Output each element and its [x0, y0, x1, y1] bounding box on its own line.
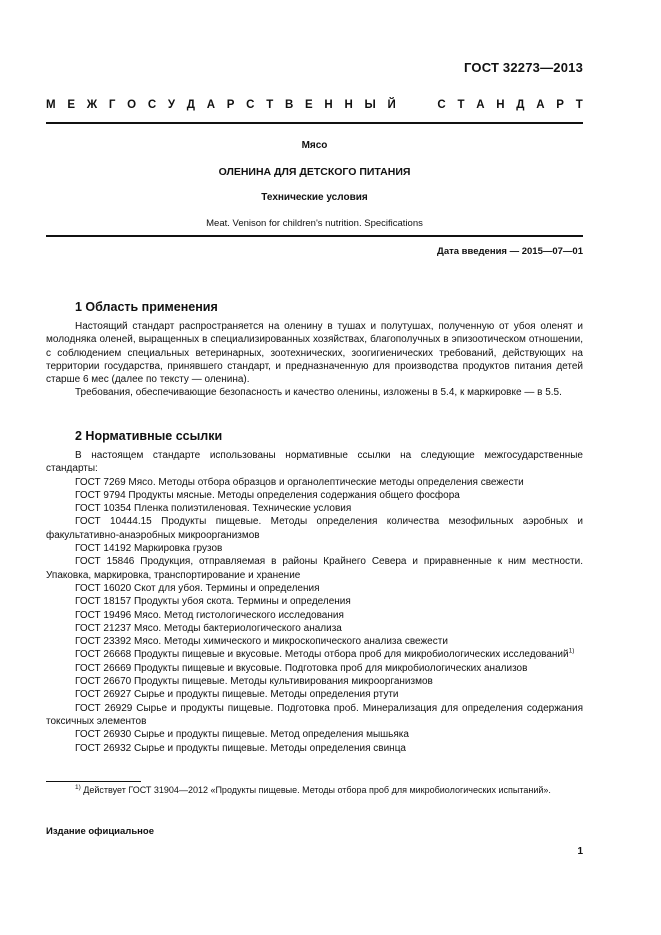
reference-item: ГОСТ 14192 Маркировка грузов	[75, 543, 223, 555]
banner-letter: Т	[575, 99, 583, 111]
banner-letter	[422, 99, 425, 111]
banner-letter: Р	[226, 99, 235, 111]
normative-references-list	[46, 476, 583, 649]
section-1-paragraph-1: Настоящий стандарт распространяется на оленину в тушах и полутушах, полученную от убоя оленят и молодняка оленей, выращенных в специализированных хозяйствах, благополучных в эпизоотическом отношении, с соблюдением специальных ветеринарных, зоотехнических, зоогигиенических требований, действующих на территории государства, принявшего стандарт, и предназначенную для производства продуктов питания детей старше 6 мес (далее по тексту — оленина).	[46, 321, 583, 386]
reference-item: ГОСТ 26927 Сырье и продукты пищевые. Методы определения ртути	[75, 689, 399, 701]
reference-item: ГОСТ 10444.15 Продукты пищевые. Методы определения количества мезофильных аэробных и факультативно-анаэробных микроорганизмов	[46, 516, 583, 541]
banner-letter: М	[46, 99, 56, 111]
banner-letter: Й	[387, 99, 396, 111]
section-2-heading: 2 Нормативные ссылки	[75, 429, 223, 443]
gost-code: ГОСТ 32273—2013	[464, 60, 583, 75]
banner-letter: Н	[496, 99, 505, 111]
reference-item: ГОСТ 10354 Пленка полиэтиленовая. Технические условия	[75, 503, 352, 515]
reference-item: ГОСТ 7269 Мясо. Методы отбора образцов и органолептические методы определения свежести	[75, 476, 524, 488]
banner-letter: Ы	[364, 99, 376, 111]
banner-letter: Р	[556, 99, 564, 111]
section-2-intro: В настоящем стандарте использованы нормативные ссылки на следующие межгосударственные стандарты:	[46, 450, 583, 475]
document-subtitle: Технические условия	[261, 192, 368, 203]
banner-letter: О	[127, 99, 137, 111]
section-1	[46, 299, 583, 400]
banner-letter: А	[206, 99, 216, 111]
reference-item: ГОСТ 16020 Скот для убоя. Термины и определения	[75, 582, 320, 594]
banner-letter	[408, 99, 411, 111]
official-edition-label: Издание официальное	[46, 826, 154, 837]
reference-item: ГОСТ 26929 Сырье и продукты пищевые. Подготовка проб. Минерализация для определения содержания токсичных элементов	[46, 702, 583, 727]
reference-item: ГОСТ 26669 Продукты пищевые и вкусовые. Подготовка проб для микробиологических анализов	[75, 662, 528, 674]
reference-item: ГОСТ 23392 Мясо. Методы химического и микроскопического анализа свежести	[75, 636, 448, 648]
introduction-date: Дата введения — 2015—07—01	[437, 246, 583, 257]
banner-letter: С	[437, 99, 446, 111]
reference-item: ГОСТ 18157 Продукты убоя скота. Термины и определения	[75, 596, 351, 608]
reference-item: ГОСТ 9794 Продукты мясные. Методы определения содержания общего фосфора	[75, 489, 460, 501]
reference-item	[46, 648, 583, 661]
english-title: Meat. Venison for children's nutrition. Specifications	[206, 218, 423, 229]
reference-item: ГОСТ 21237 Мясо. Методы бактериологического анализа	[75, 622, 342, 634]
footnote-rule	[46, 781, 141, 782]
banner-letter: С	[246, 99, 255, 111]
reference-item: ГОСТ 15846 Продукция, отправляемая в районы Крайнего Севера и приравненные к ним местности. Упаковка, маркировка, транспортирование и хранение	[46, 556, 583, 581]
top-rule	[46, 122, 583, 124]
footnote	[46, 784, 583, 797]
banner-letter: У	[167, 99, 176, 111]
bottom-rule	[46, 235, 583, 237]
banner-letter: С	[147, 99, 157, 111]
interstate-standard-banner	[46, 99, 583, 111]
section-1-paragraph-2: Требования, обеспечивающие безопасность и качество оленины, изложены в 5.4, к маркировке — в 5.5.	[75, 387, 562, 399]
page-number: 1	[577, 846, 583, 857]
reference-item: ГОСТ 19496 Мясо. Метод гистологического исследования	[75, 609, 344, 621]
section-2	[46, 428, 583, 755]
section-1-heading: 1 Область применения	[75, 300, 218, 314]
banner-letter: Н	[324, 99, 333, 111]
normative-references-list-2	[46, 662, 583, 755]
banner-letter: Д	[186, 99, 195, 111]
banner-letter: Е	[67, 99, 75, 111]
footnote-marker: 1)	[568, 648, 575, 656]
banner-letter: Т	[457, 99, 465, 111]
banner-letter: Г	[108, 99, 116, 111]
banner-letter: А	[476, 99, 485, 111]
banner-letter: Н	[344, 99, 353, 111]
category-label: Мясо	[301, 140, 328, 151]
reference-text: ГОСТ 26668 Продукты пищевые и вкусовые. Методы отбора проб для микробиологических исследований	[75, 649, 569, 661]
document-title: ОЛЕНИНА ДЛЯ ДЕТСКОГО ПИТАНИЯ	[218, 166, 411, 178]
banner-letter: Т	[266, 99, 274, 111]
footnote-text: Действует ГОСТ 31904—2012 «Продукты пищевые. Методы отбора проб для микробиологических испытаний».	[80, 785, 551, 795]
footnote-mark: 1)	[75, 784, 81, 791]
banner-letter: А	[536, 99, 545, 111]
reference-item: ГОСТ 26932 Сырье и продукты пищевые. Методы определения свинца	[75, 742, 406, 754]
banner-letter: Е	[305, 99, 313, 111]
banner-letter: В	[284, 99, 294, 111]
banner-letter: Д	[516, 99, 525, 111]
reference-item: ГОСТ 26930 Сырье и продукты пищевые. Метод определения мышьяка	[75, 729, 409, 741]
reference-item: ГОСТ 26670 Продукты пищевые. Методы культивирования микроорганизмов	[75, 676, 433, 688]
banner-letter: Ж	[86, 99, 98, 111]
